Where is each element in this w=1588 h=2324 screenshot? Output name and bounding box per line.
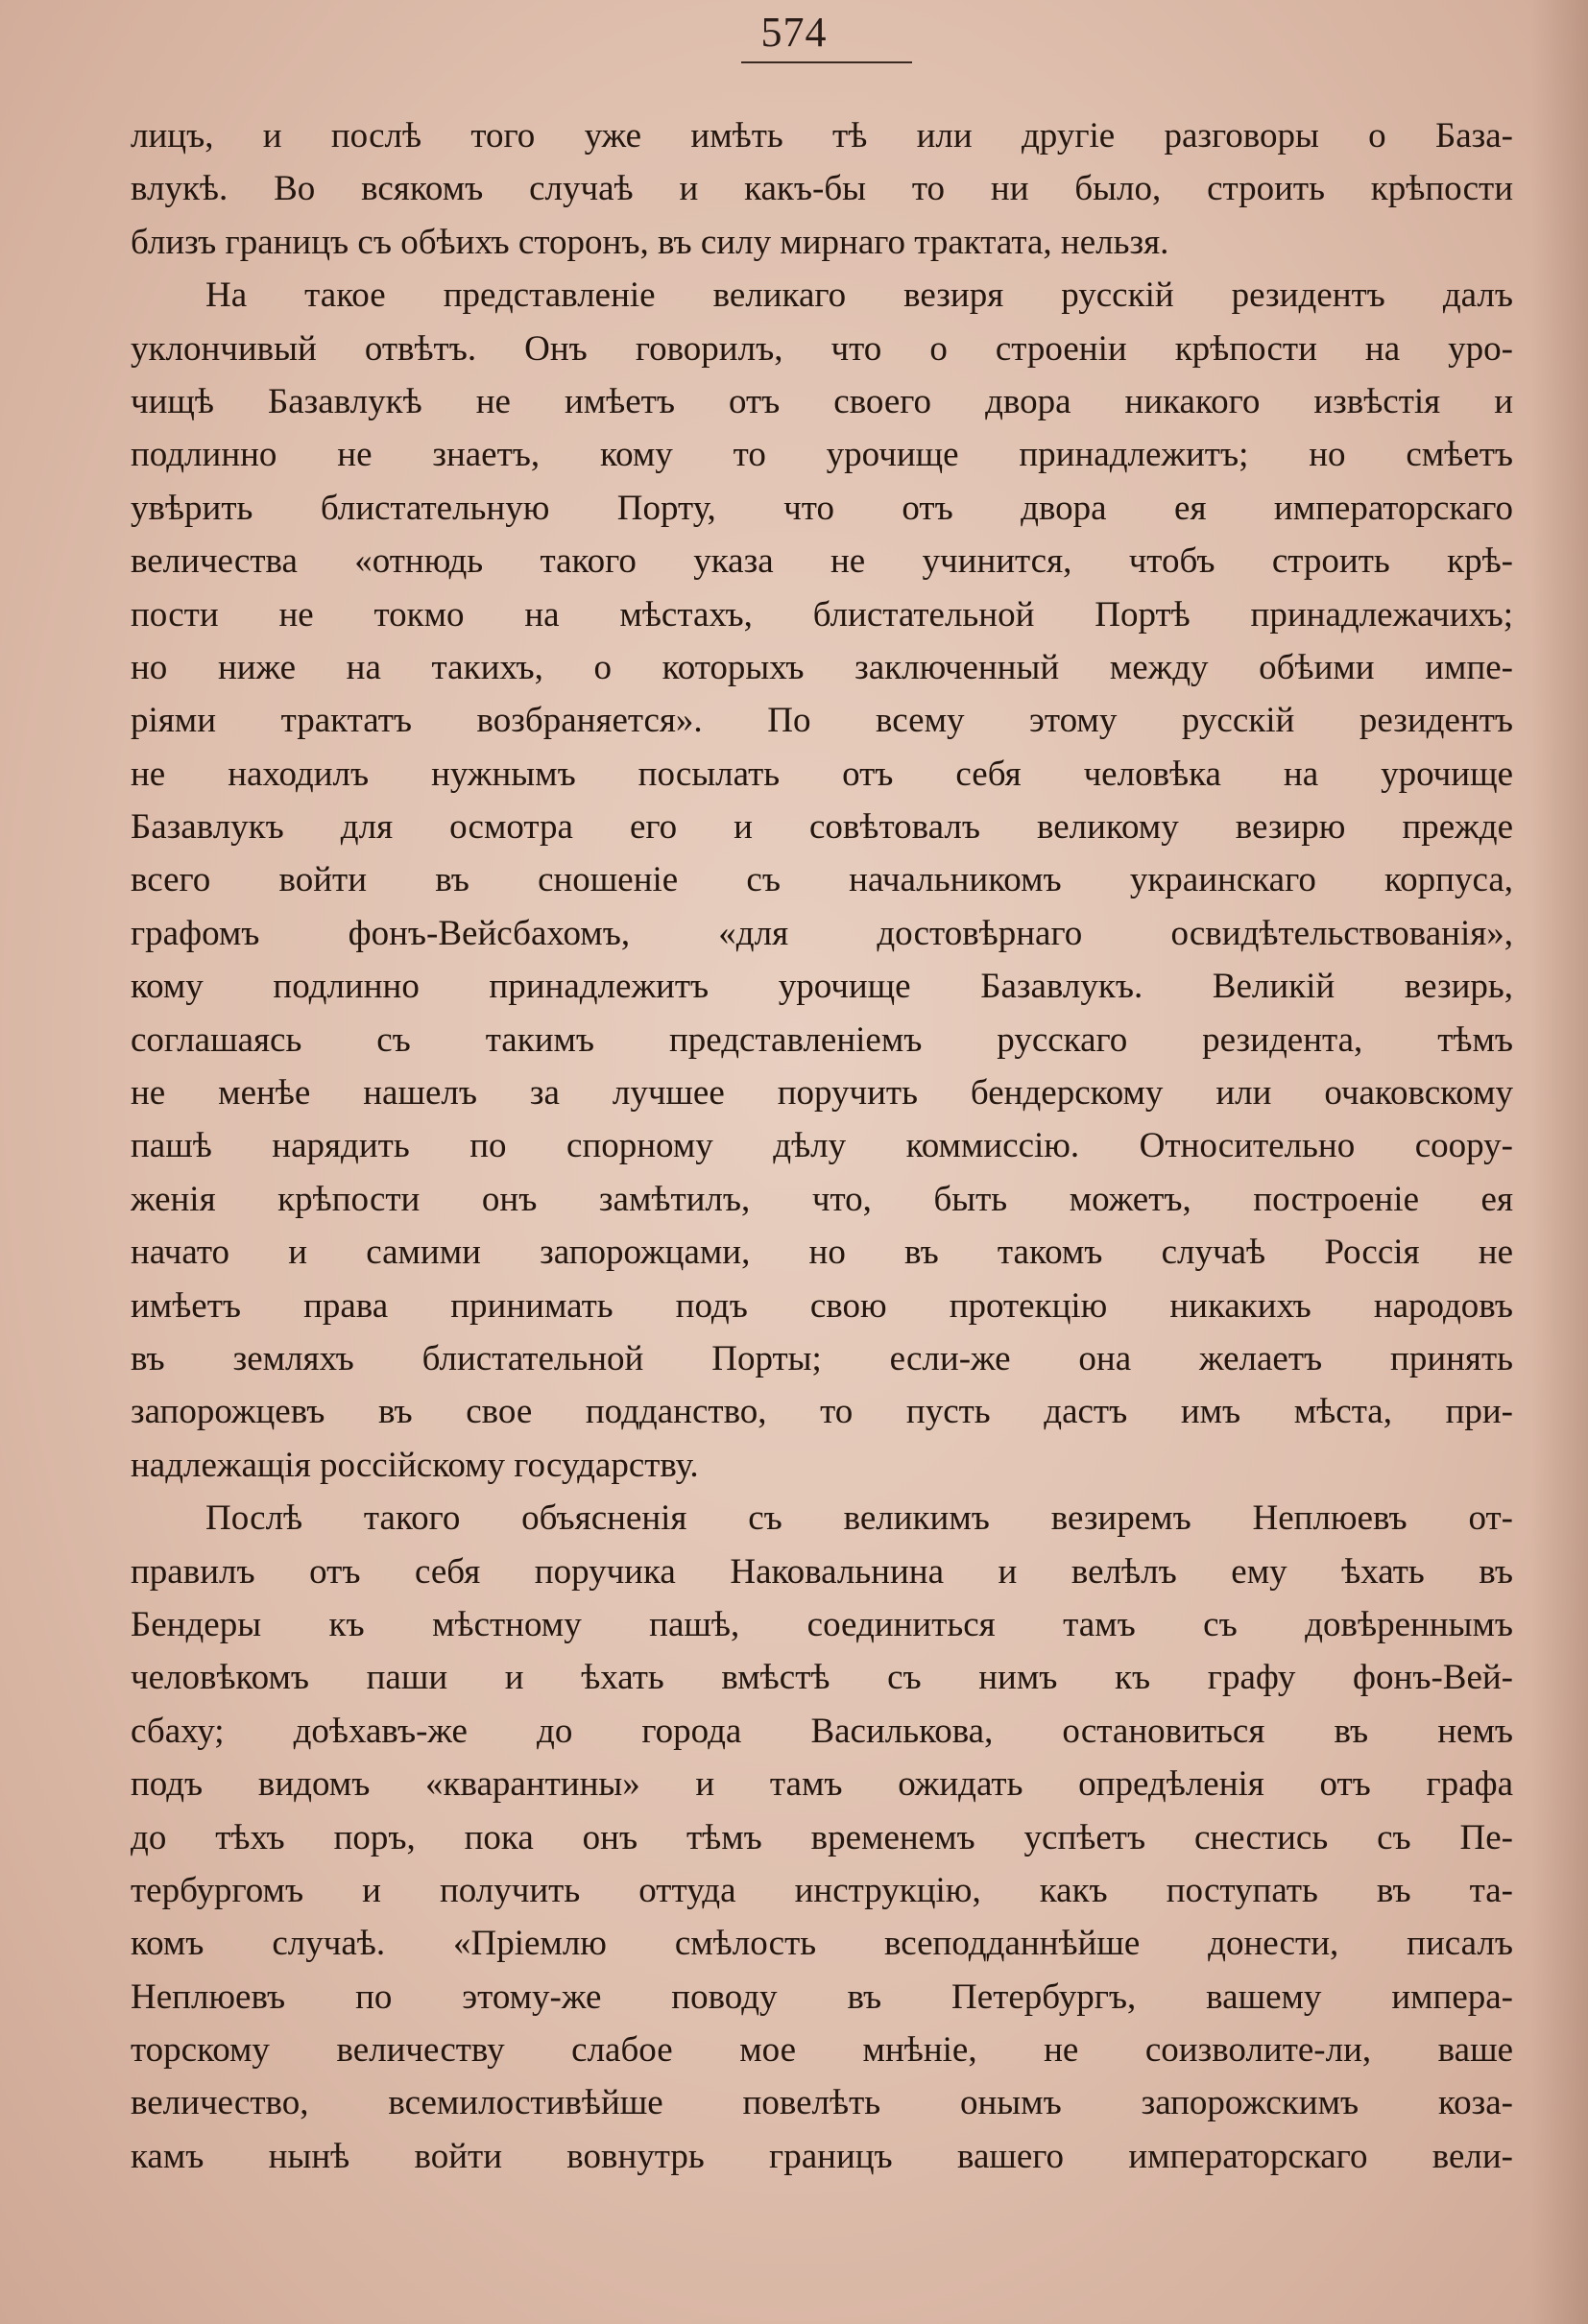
text-line: надлежащія россійскому государству. [131,1445,699,1485]
text-line: правилъ отъ себя поручика Наковальнина и велѣлъ ему ѣхать въ [131,1551,1513,1592]
text-line: женія крѣпости онъ замѣтилъ, что, быть можетъ, построеніе ея [131,1179,1513,1219]
text-line: ріями трактатъ возбраняется». По всему этому русскій резидентъ [131,701,1513,741]
text-line: Бендеры къ мѣстному пашѣ, соединиться тамъ съ довѣреннымъ [131,1604,1513,1644]
text-line: комъ случаѣ. «Пріемлю смѣлость всеподданнѣйше донести, писалъ [131,1924,1513,1964]
text-line: Послѣ такого объясненія съ великимъ везиремъ Неплюевъ от- [205,1498,1513,1539]
text-line: подъ видомъ «кварантины» и тамъ ожидать опредѣленія отъ графа [131,1764,1513,1805]
text-line: не находилъ нужнымъ посылать отъ себя человѣка на урочище [131,754,1513,794]
text-line: уклончивый отвѣтъ. Онъ говорилъ, что о строеніи крѣпости на уро- [131,328,1513,369]
text-line: Неплюевъ по этому-же поводу въ Петербургъ, вашему импера- [131,1977,1513,2017]
text-line: подлинно не знаетъ, кому то урочище принадлежитъ; но смѣетъ [131,435,1513,475]
text-line: кому подлинно принадлежитъ урочище Базавлукъ. Великій везирь, [131,967,1513,1007]
text-line: всего войти въ сношеніе съ начальникомъ украинскаго корпуса, [131,860,1513,900]
page-edge-shadow [1530,0,1588,2324]
text-line: не менѣе нашелъ за лучшее поручить бендерскому или очаковскому [131,1073,1513,1114]
text-line: лицъ, и послѣ того уже имѣть тѣ или другіе разговоры о База- [131,116,1513,156]
text-line: пашѣ нарядить по спорному дѣлу коммиссію. Относительно соору- [131,1126,1513,1166]
text-line: камъ нынѣ войти вовнутрь границъ вашего императорскаго вели- [131,2136,1513,2176]
text-line: увѣрить блистательную Порту, что отъ двора ея императорскаго [131,488,1513,528]
text-line: человѣкомъ паши и ѣхать вмѣстѣ съ нимъ къ графу фонъ-Вей- [131,1658,1513,1698]
text-line: графомъ фонъ-Вейсбахомъ, «для достовѣрнаго освидѣтельствованія», [131,913,1513,953]
text-line: въ земляхъ блистательной Порты; если-же она желаетъ принять [131,1338,1513,1378]
text-line: имѣетъ права принимать подъ свою протекцію никакихъ народовъ [131,1285,1513,1326]
text-line: чищѣ Базавлукѣ не имѣетъ отъ своего двора никакого извѣстія и [131,381,1513,421]
text-line: начато и самими запорожцами, но въ такомъ случаѣ Россія не [131,1233,1513,1273]
text-line: торскому величеству слабое мое мнѣніе, не соизволите-ли, ваше [131,2030,1513,2071]
page-number-rule [741,61,912,63]
text-line: пости не токмо на мѣстахъ, блистательной Портѣ принадлежачихъ; [131,594,1513,635]
text-line: На такое представленіе великаго везиря русскій резидентъ далъ [205,276,1513,316]
text-line: Базавлукъ для осмотра его и совѣтовалъ великому везирю прежде [131,807,1513,848]
text-line: соглашаясь съ такимъ представленіемъ русскаго резидента, тѣмъ [131,1019,1513,1060]
text-line: близъ границъ съ обѣихъ сторонъ, въ силу мирнаго трактата, нельзя. [131,222,1169,262]
text-line: величества «отнюдь такого указа не учинится, чтобъ строить крѣ- [131,541,1513,582]
text-line: тербургомъ и получить оттуда инструкцію, какъ поступать въ та- [131,1870,1513,1910]
text-line: до тѣхъ поръ, пока онъ тѣмъ временемъ успѣетъ снестись съ Пе- [131,1817,1513,1857]
text-line: величество, всемилостивѣйше повелѣть онымъ запорожскимъ коза- [131,2083,1513,2123]
body-text [131,109,1513,2183]
text-line: но ниже на такихъ, о которыхъ заключенный между обѣими импе- [131,647,1513,687]
page-number: 574 [760,9,828,56]
text-line: влукѣ. Во всякомъ случаѣ и какъ-бы то ни было, строить крѣпости [131,169,1513,209]
text-line: запорожцевъ въ свое подданство, то пусть дастъ имъ мѣста, при- [131,1392,1513,1432]
text-line: сбаху; доѣхавъ-же до города Василькова, остановиться въ немъ [131,1711,1513,1751]
